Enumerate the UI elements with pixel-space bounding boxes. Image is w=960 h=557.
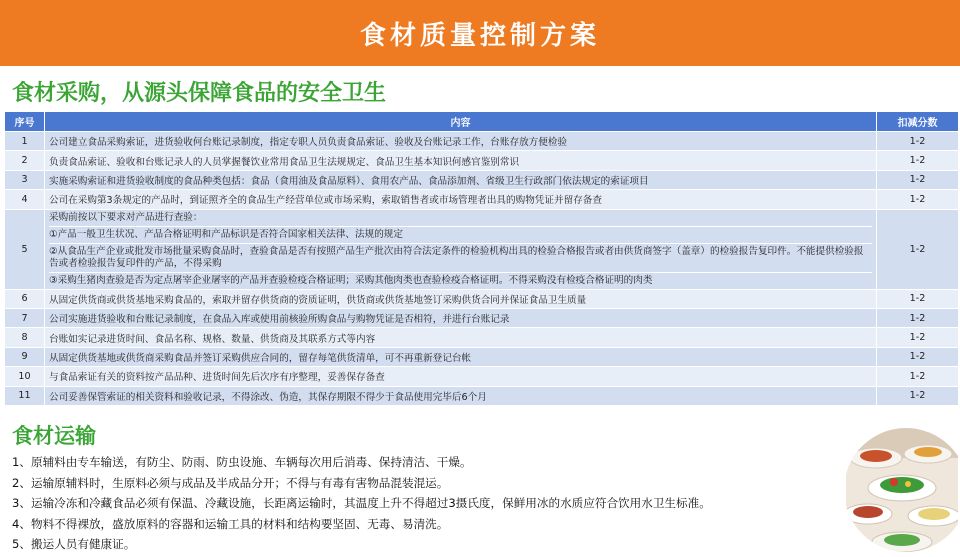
row-content: 与食品索证有关的资料按产品品种、进货时间先后次序有序整理，妥善保存备查: [45, 367, 877, 386]
row-score: 1-2: [877, 289, 959, 308]
row-content-multiline: [45, 209, 877, 289]
title-banner: [0, 0, 960, 66]
page-title: 食材质量控制方案: [359, 20, 600, 51]
table-row: [5, 170, 959, 189]
transport-item: 1、原辅料由专车输送，有防尘、防雨、防虫设施、车辆每次用后消毒、保持清洁、干燥。: [12, 455, 472, 469]
table-header-row: [5, 112, 959, 132]
row-content: 公司妥善保管索证的相关资料和验收记录，不得涂改、伪造，其保存期限不得少于食品使用完毕后6个月: [45, 386, 877, 405]
transport-item: 4、物料不得裸放，盛放原料的容器和运输工具的材料和结构要坚固、无毒、易清洗。: [12, 516, 449, 531]
row-score: 1-2: [877, 209, 959, 289]
row-content-line: ③采购生猪肉查验是否为定点屠宰企业屠宰的产品并查验检疫合格证明；采购其他肉类也查验检疫合格证明。不得采购没有检疫合格证明的肉类: [49, 274, 653, 286]
table-row: [5, 347, 959, 366]
row-content: 台账如实记录进货时间、食品名称、规格、数量、供货商及其联系方式等内容: [45, 328, 877, 347]
transport-item: 3、运输冷冻和冷藏食品必须有保温、冷藏设施，长距离运输时，其温度上升不得超过3摄氏度，保鲜用冰的水质应符合饮用水卫生标准。: [12, 496, 711, 510]
row-score: 1-2: [877, 308, 959, 327]
row-no: 1: [5, 132, 45, 151]
table-row: [5, 209, 959, 289]
row-no: 6: [5, 289, 45, 308]
row-score: 1-2: [877, 347, 959, 366]
row-content: 从固定供货商或供货基地采购食品的，索取并留存供货商的资质证明，供货商或供货基地签订采购供货合同并保证食品卫生质量: [45, 289, 877, 308]
row-content: 从固定供货基地或供货商采购食品并签订采购供应合同的，留存每笔供货清单，可不再重新登记台帐: [45, 347, 877, 366]
row-no: 11: [5, 386, 45, 405]
row-no: 4: [5, 190, 45, 209]
row-score: 1-2: [877, 190, 959, 209]
header-score: 扣减分数: [877, 112, 959, 132]
row-content: 负责食品索证、验收和台账记录人的人员掌握餐饮业常用食品卫生法规规定、食品卫生基本知识何感官鉴别常识: [45, 151, 877, 170]
row-content: 公司实施进货验收和台账记录制度，在食品入库或使用前核验所购食品与购物凭证是否相符，并进行台账记录: [45, 308, 877, 327]
transport-heading: 食材运输: [12, 424, 96, 448]
table-row: [5, 386, 959, 405]
row-content: 公司在采购第3条规定的产品时，到证照齐全的食品生产经营单位或市场采购，索取销售者或市场管理者出具的购物凭证并留存备查: [45, 190, 877, 209]
row-content-line: 采购前按以下要求对产品进行查验：: [49, 210, 872, 227]
row-no: 5: [5, 209, 45, 289]
table-row: [5, 328, 959, 347]
row-score: 1-2: [877, 170, 959, 189]
table-row: [5, 190, 959, 209]
row-score: 1-2: [877, 132, 959, 151]
row-score: 1-2: [877, 328, 959, 347]
row-no: 8: [5, 328, 45, 347]
transport-item: 5、搬运人员有健康证。: [12, 537, 136, 551]
row-score: 1-2: [877, 151, 959, 170]
procurement-table: [4, 111, 959, 406]
row-content-line: ②从食品生产企业或批发市场批量采购食品时，查验食品是否有按照产品生产批次由符合法定条件的检验机构出具的检验合格报告或者由供货商签字（盖章）的检验报告复印件。不能提供检验报告或者检验报告复印件的产品，不得采购: [49, 244, 872, 273]
transport-list: [12, 452, 832, 555]
transport-item: 2、运输原辅料时，生原料必须与成品及半成品分开；不得与有毒有害物品混装混运。: [12, 475, 449, 490]
row-no: 10: [5, 367, 45, 386]
row-no: 3: [5, 170, 45, 189]
table-row: [5, 151, 959, 170]
procurement-heading: 食材采购，从源头保障食品的安全卫生: [12, 81, 387, 106]
header-content: 内容: [45, 112, 877, 132]
table-row: [5, 132, 959, 151]
row-score: 1-2: [877, 386, 959, 405]
row-content: 实施采购索证和进货验收制度的食品种类包括：食品（食用油及食品原料）、食用农产品、食品添加剂、省级卫生行政部门依法规定的索证项目: [45, 170, 877, 189]
table-row: [5, 367, 959, 386]
table-row: [5, 289, 959, 308]
row-content: 公司建立食品采购索证，进货验收何台账记录制度，指定专职人员负责食品索证、验收及台账记录工作，台账存放方便检验: [45, 132, 877, 151]
row-content-line: ①产品一般卫生状况、产品合格证明和产品标识是否符合国家相关法律、法规的规定: [49, 227, 872, 244]
row-no: 2: [5, 151, 45, 170]
row-score: 1-2: [877, 367, 959, 386]
table-row: [5, 308, 959, 327]
food-dishes-photo: [846, 418, 958, 554]
row-no: 9: [5, 347, 45, 366]
header-no: 序号: [5, 112, 45, 132]
row-no: 7: [5, 308, 45, 327]
